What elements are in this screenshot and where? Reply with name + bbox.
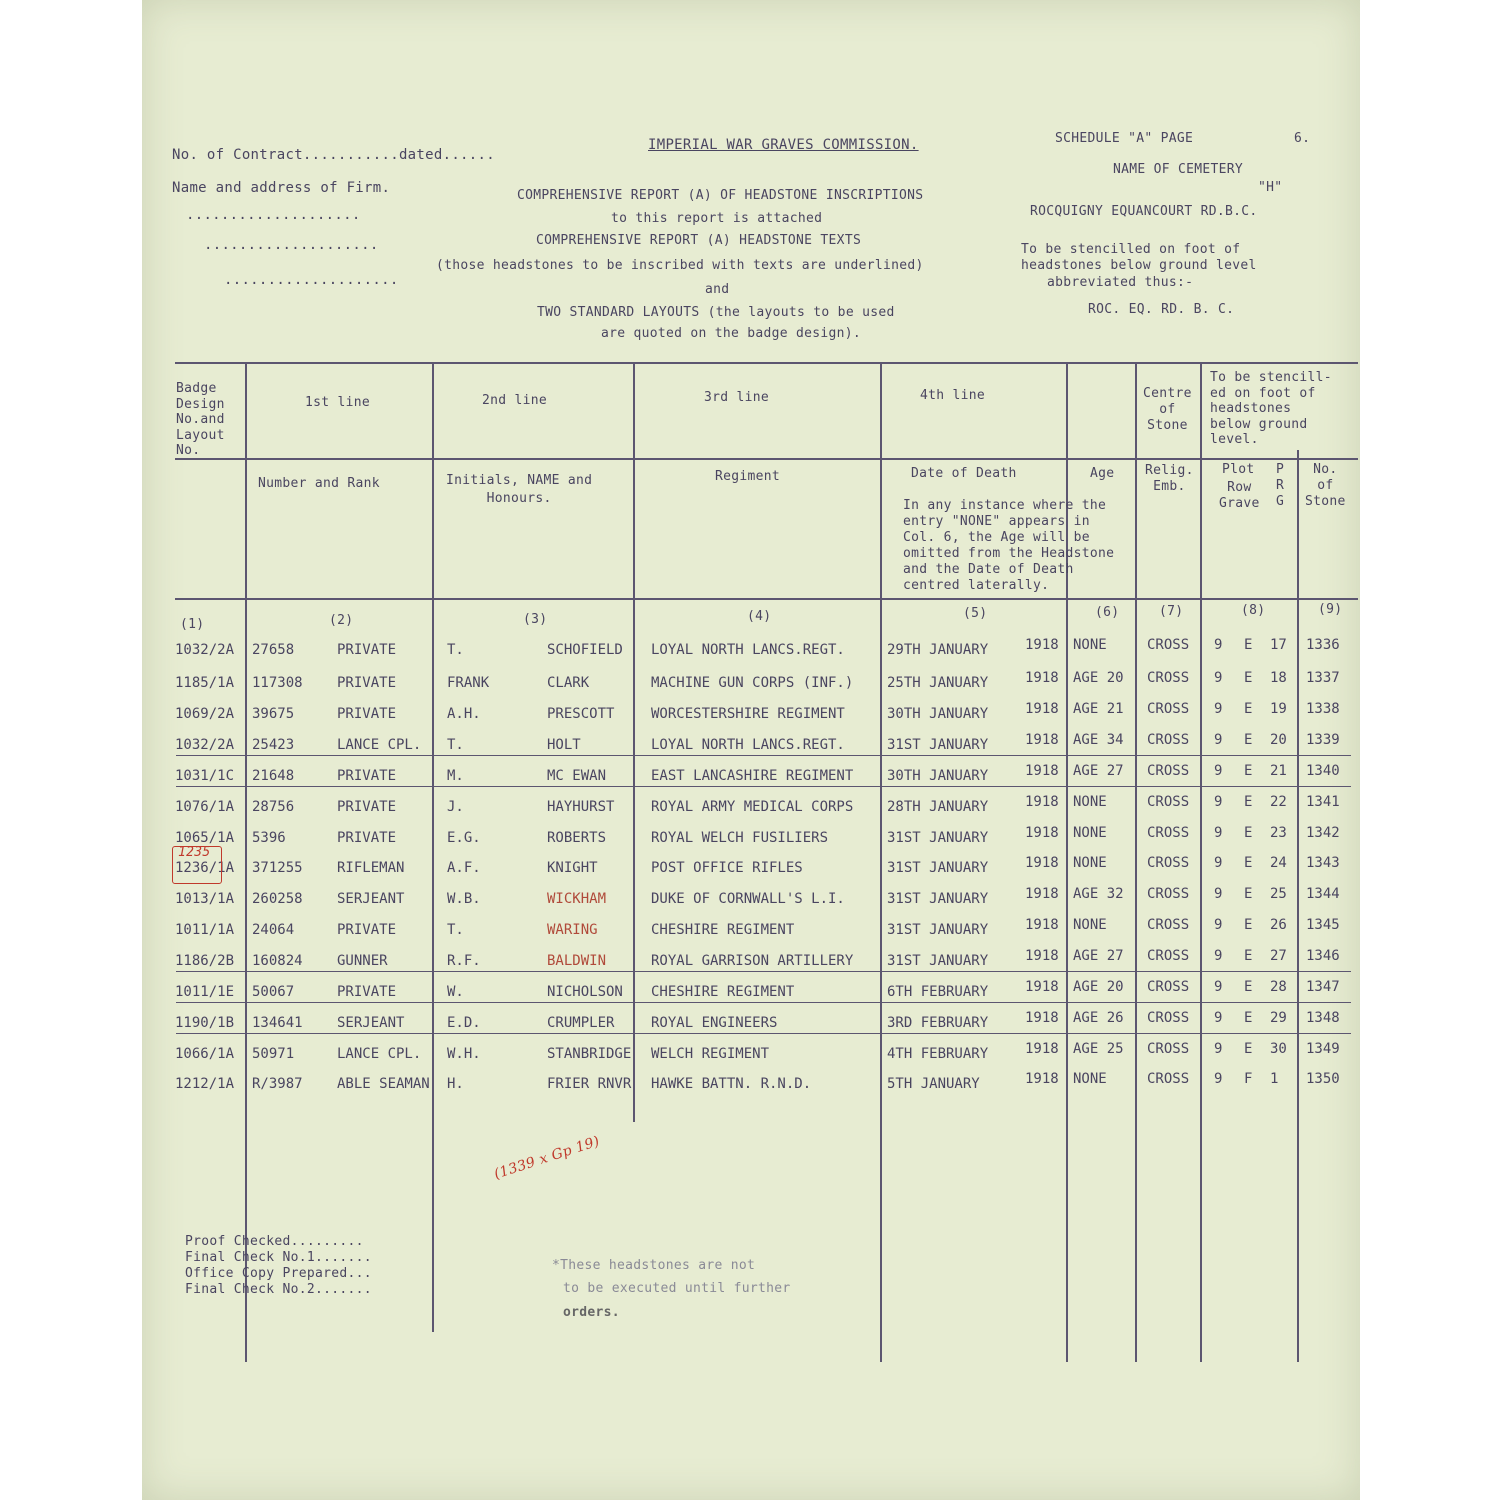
cell-row: E [1244,825,1253,841]
cell-regiment: POST OFFICE RIFLES [651,860,803,876]
cell-initials: E.D. [447,1015,481,1031]
cell-grave: 28 [1270,979,1287,995]
cell-emb: CROSS [1147,825,1190,841]
cell-row: E [1244,670,1253,686]
date-death-header: Date of Death [911,466,1017,481]
cell-plot: 9 [1214,825,1223,841]
cell-age: AGE 26 [1073,1010,1124,1026]
cell-grave: 17 [1270,637,1287,653]
cell-rank: RIFLEMAN [337,860,405,876]
cell-stone: 1337 [1306,670,1340,686]
cell-number: 371255 [252,860,303,876]
cell-plot: 9 [1214,763,1223,779]
report-line-6: TWO STANDARD LAYOUTS (the layouts to be used [537,305,895,320]
initials-header: Initials, NAME and Honours. [446,473,593,506]
cell-date: 30TH JANUARY [887,768,989,784]
cell-initials: R.F. [447,953,481,969]
cell-name: NICHOLSON [547,984,623,1000]
report-line-2: to this report is attached [611,211,823,226]
proof-checked: Proof Checked......... [185,1234,364,1249]
cell-year: 1918 [1025,732,1059,748]
cell-number: 260258 [252,891,303,907]
cell-emb: CROSS [1147,979,1190,995]
cell-stone: 1350 [1306,1071,1340,1087]
cell-year: 1918 [1025,794,1059,810]
cell-rank: SERJEANT [337,891,405,907]
cell-rank: PRIVATE [337,706,397,722]
footnote-1: *These headstones are not [552,1258,756,1273]
cell-regiment: WORCESTERSHIRE REGIMENT [651,706,845,722]
cell-badge: 1032/2A [175,737,235,753]
stencil-note-2: headstones below ground level [1021,258,1257,273]
col-divider-2 [432,362,434,1332]
cell-initials: H. [447,1076,464,1092]
cell-rank: PRIVATE [337,675,397,691]
cell-name: WICKHAM [547,891,607,907]
cell-age: NONE [1073,794,1107,810]
cell-year: 1918 [1025,1041,1059,1057]
cell-number: R/3987 [252,1076,303,1092]
cell-regiment: DUKE OF CORNWALL'S L.I. [651,891,845,907]
cell-rank: LANCE CPL. [337,737,422,753]
cell-row: E [1244,637,1253,653]
cell-name: CLARK [547,675,590,691]
cell-regiment: MACHINE GUN CORPS (INF.) [651,675,854,691]
cell-grave: 20 [1270,732,1287,748]
final-check-1: Final Check No.1....... [185,1250,372,1265]
cell-grave: 19 [1270,701,1287,717]
cell-emb: CROSS [1147,855,1190,871]
cell-regiment: LOYAL NORTH LANCS.REGT. [651,642,845,658]
firm-dots-1: .................... [186,207,361,223]
abbreviation: ROC. EQ. RD. B. C. [1088,302,1235,317]
cemetery-name: ROCQUIGNY EQUANCOURT RD.B.C. [1030,204,1258,219]
cell-plot: 9 [1214,917,1223,933]
stencil-note-3: abbreviated thus:- [1047,275,1194,290]
cell-date: 28TH JANUARY [887,799,989,815]
cell-badge: 1066/1A [175,1046,235,1062]
header-mid-rule [175,458,1358,460]
cell-stone: 1344 [1306,886,1340,902]
age-header: Age [1090,466,1115,481]
cell-stone: 1346 [1306,948,1340,964]
cell-age: NONE [1073,917,1107,933]
cell-row: F [1244,1071,1253,1087]
cell-age: NONE [1073,855,1107,871]
firm-dots-3: .................... [224,272,399,288]
cell-row: E [1244,917,1253,933]
cell-badge: 1186/2B [175,953,235,969]
centre-header: Centre of Stone [1143,386,1192,433]
cell-regiment: LOYAL NORTH LANCS.REGT. [651,737,845,753]
cell-year: 1918 [1025,701,1059,717]
cell-plot: 9 [1214,979,1223,995]
cell-regiment: ROYAL WELCH FUSILIERS [651,830,829,846]
cell-stone: 1338 [1306,701,1340,717]
cell-emb: CROSS [1147,763,1190,779]
cell-plot: 9 [1214,637,1223,653]
cell-number: 39675 [252,706,295,722]
cell-year: 1918 [1025,1010,1059,1026]
cell-number: 27658 [252,642,295,658]
margin-note: (1339 x Gp 19) [492,1133,602,1183]
colnum-1: (1) [180,617,205,632]
cell-year: 1918 [1025,917,1059,933]
cell-age: AGE 32 [1073,886,1124,902]
cell-year: 1918 [1025,886,1059,902]
cell-badge: 1076/1A [175,799,235,815]
col-divider-8 [1297,450,1299,1362]
cell-badge: 1011/1A [175,922,235,938]
report-line-4: (those headstones to be inscribed with texts are underlined) [436,258,924,273]
regiment-header: Regiment [715,469,781,484]
cell-age: AGE 20 [1073,979,1124,995]
cell-row: E [1244,1041,1253,1057]
cell-date: 31ST JANUARY [887,737,989,753]
col-divider-4 [880,362,882,1362]
cell-badge: 1013/1A [175,891,235,907]
cell-name: MC EWAN [547,768,607,784]
cell-grave: 26 [1270,917,1287,933]
cell-year: 1918 [1025,670,1059,686]
relig-header: Relig. Emb. [1145,463,1194,494]
stencil-header: To be stencill- ed on foot of headstones below ground level. [1210,370,1332,447]
cell-rank: GUNNER [337,953,388,969]
cell-emb: CROSS [1147,701,1190,717]
cell-grave: 1 [1270,1071,1279,1087]
row-underline [176,786,1351,787]
row-underline [176,755,1351,756]
office-copy: Office Copy Prepared... [185,1266,372,1281]
firm-label: Name and address of Firm. [172,180,391,196]
colnum-3: (3) [523,612,548,627]
document-title: IMPERIAL WAR GRAVES COMMISSION. [648,137,919,153]
cell-initials: A.H. [447,706,481,722]
cell-row: E [1244,701,1253,717]
colnum-7: (7) [1159,604,1184,619]
colnum-6: (6) [1095,605,1120,620]
cell-emb: CROSS [1147,1041,1190,1057]
cell-name: ROBERTS [547,830,607,846]
cell-age: AGE 27 [1073,763,1124,779]
cell-row: E [1244,794,1253,810]
cell-regiment: HAWKE BATTN. R.N.D. [651,1076,812,1092]
cell-row: E [1244,1010,1253,1026]
report-line-3: COMPREHENSIVE REPORT (A) HEADSTONE TEXTS [536,233,862,248]
cell-year: 1918 [1025,825,1059,841]
schedule-label: SCHEDULE "A" PAGE [1055,131,1194,146]
stencil-note-1: To be stencilled on foot of [1021,242,1241,257]
cemetery-label: NAME OF CEMETERY [1113,162,1244,177]
cell-number: 50067 [252,984,295,1000]
report-line-5: and [705,282,730,297]
cell-name: CRUMPLER [547,1015,615,1031]
cell-regiment: ROYAL ENGINEERS [651,1015,778,1031]
col-divider-1 [245,362,247,1362]
cell-plot: 9 [1214,948,1223,964]
cell-rank: PRIVATE [337,984,397,1000]
cell-age: AGE 25 [1073,1041,1124,1057]
cell-name: BALDWIN [547,953,607,969]
cell-grave: 18 [1270,670,1287,686]
cell-rank: PRIVATE [337,922,397,938]
cell-row: E [1244,763,1253,779]
cell-stone: 1347 [1306,979,1340,995]
cell-emb: CROSS [1147,637,1190,653]
cell-age: NONE [1073,637,1107,653]
cell-row: E [1244,886,1253,902]
cell-plot: 9 [1214,670,1223,686]
cell-number: 117308 [252,675,303,691]
cell-badge: 1032/2A [175,642,235,658]
cell-emb: CROSS [1147,732,1190,748]
cell-age: AGE 21 [1073,701,1124,717]
cell-year: 1918 [1025,948,1059,964]
row-underline [176,1002,1351,1003]
cell-stone: 1341 [1306,794,1340,810]
cell-age: AGE 34 [1073,732,1124,748]
cell-regiment: ROYAL ARMY MEDICAL CORPS [651,799,854,815]
firm-dots-2: .................... [204,237,379,253]
cell-regiment: ROYAL GARRISON ARTILLERY [651,953,854,969]
col-divider-7 [1200,362,1202,1362]
cell-date: 25TH JANUARY [887,675,989,691]
cell-emb: CROSS [1147,917,1190,933]
contract-number: No. of Contract...........dated...... [172,147,495,163]
cell-badge: 1069/2A [175,706,235,722]
cell-emb: CROSS [1147,1010,1190,1026]
cell-plot: 9 [1214,701,1223,717]
cell-emb: CROSS [1147,1071,1190,1087]
cell-plot: 9 [1214,1041,1223,1057]
cell-age: AGE 27 [1073,948,1124,964]
cell-rank: PRIVATE [337,642,397,658]
cell-name: FRIER RNVR [547,1076,632,1092]
cell-grave: 21 [1270,763,1287,779]
cell-initials: FRANK [447,675,490,691]
row-underline [176,971,1351,972]
header-bottom-rule [175,598,1358,600]
number-rank-header: Number and Rank [258,476,380,491]
cell-initials: W.B. [447,891,481,907]
report-line-1: COMPREHENSIVE REPORT (A) OF HEADSTONE INSCRIPTIONS [517,188,924,203]
cell-year: 1918 [1025,637,1059,653]
cell-date: 31ST JANUARY [887,953,989,969]
cell-regiment: WELCH REGIMENT [651,1046,770,1062]
cell-plot: 9 [1214,732,1223,748]
cell-grave: 24 [1270,855,1287,871]
cell-date: 31ST JANUARY [887,891,989,907]
cell-date: 4TH FEBRUARY [887,1046,989,1062]
cell-rank: PRIVATE [337,768,397,784]
cell-year: 1918 [1025,979,1059,995]
report-line-7: are quoted on the badge design). [601,326,862,341]
cell-name: SCHOFIELD [547,642,623,658]
colnum-2: (2) [329,613,354,628]
cell-stone: 1336 [1306,637,1340,653]
cell-name: KNIGHT [547,860,598,876]
cell-stone: 1349 [1306,1041,1340,1057]
cell-badge: 1011/1E [175,984,235,1000]
cell-number: 28756 [252,799,295,815]
colnum-5: (5) [963,606,988,621]
prg-header: P R G [1276,462,1285,509]
cell-stone: 1339 [1306,732,1340,748]
cell-plot: 9 [1214,886,1223,902]
cell-emb: CROSS [1147,886,1190,902]
cell-row: E [1244,732,1253,748]
cell-number: 24064 [252,922,295,938]
cell-date: 31ST JANUARY [887,830,989,846]
colnum-4: (4) [747,609,772,624]
cell-date: 30TH JANUARY [887,706,989,722]
no-stone-header: No. of Stone [1305,462,1346,509]
cell-row: E [1244,855,1253,871]
cell-number: 5396 [252,830,286,846]
line3-header: 3rd line [704,390,770,405]
col-divider-6 [1135,362,1137,1362]
footnote-3: orders. [563,1305,620,1320]
cell-number: 50971 [252,1046,295,1062]
page-number: 6. [1294,131,1311,146]
cell-initials: W. [447,984,464,1000]
cell-badge: 1031/1C [175,768,235,784]
badge-header: Badge Design No.and Layout No. [176,381,225,458]
cell-date: 29TH JANUARY [887,642,989,658]
none-instance-note: In any instance where the entry "NONE" appears in Col. 6, the Age will be omitted from the Headstone and the Date of Death centred laterally. [903,498,1115,593]
cell-stone: 1348 [1306,1010,1340,1026]
table-top-rule [175,362,1358,364]
cell-date: 6TH FEBRUARY [887,984,989,1000]
cell-rank: PRIVATE [337,830,397,846]
cell-stone: 1340 [1306,763,1340,779]
footnote-2: to be executed until further [563,1281,791,1296]
cell-plot: 9 [1214,855,1223,871]
cell-badge: 1065/1A [175,830,235,846]
row-grave-header: Row Grave [1219,480,1260,511]
cell-date: 31ST JANUARY [887,860,989,876]
cell-grave: 30 [1270,1041,1287,1057]
cell-rank: ABLE SEAMAN [337,1076,430,1092]
cell-number: 25423 [252,737,295,753]
cell-grave: 22 [1270,794,1287,810]
cell-year: 1918 [1025,763,1059,779]
cell-grave: 29 [1270,1010,1287,1026]
plot-header: Plot [1222,462,1255,477]
cell-badge: 1190/1B [175,1015,235,1031]
cell-age: AGE 20 [1073,670,1124,686]
cell-initials: W.H. [447,1046,481,1062]
corrected-badge: 1235 [178,845,211,860]
final-check-2: Final Check No.2....... [185,1282,372,1297]
cell-grave: 27 [1270,948,1287,964]
cell-initials: J. [447,799,464,815]
cell-age: NONE [1073,825,1107,841]
cell-initials: E.G. [447,830,481,846]
cell-year: 1918 [1025,1071,1059,1087]
cell-regiment: EAST LANCASHIRE REGIMENT [651,768,854,784]
cell-number: 160824 [252,953,303,969]
cemetery-code: "H" [1258,180,1283,195]
line4-header: 4th line [920,388,986,403]
cell-row: E [1244,948,1253,964]
cell-emb: CROSS [1147,670,1190,686]
cell-date: 5TH JANUARY [887,1076,980,1092]
cell-plot: 9 [1214,1071,1223,1087]
cell-initials: A.F. [447,860,481,876]
cell-plot: 9 [1214,1010,1223,1026]
cell-year: 1918 [1025,855,1059,871]
cell-initials: M. [447,768,464,784]
cell-emb: CROSS [1147,794,1190,810]
cell-name: HOLT [547,737,581,753]
col-divider-3 [633,362,635,1122]
row-underline [176,1033,1351,1034]
cell-plot: 9 [1214,794,1223,810]
cell-row: E [1244,979,1253,995]
cell-badge: 1212/1A [175,1076,235,1092]
cell-grave: 23 [1270,825,1287,841]
cell-badge: 1185/1A [175,675,235,691]
cell-number: 134641 [252,1015,303,1031]
cell-number: 21648 [252,768,295,784]
cell-age: NONE [1073,1071,1107,1087]
cell-badge: 1236/1A [175,860,235,876]
cell-stone: 1343 [1306,855,1340,871]
cell-grave: 25 [1270,886,1287,902]
cell-regiment: CHESHIRE REGIMENT [651,922,795,938]
cell-regiment: CHESHIRE REGIMENT [651,984,795,1000]
cell-name: PRESCOTT [547,706,615,722]
cell-date: 3RD FEBRUARY [887,1015,989,1031]
cell-name: STANBRIDGE [547,1046,632,1062]
cell-rank: LANCE CPL. [337,1046,422,1062]
cell-initials: T. [447,737,464,753]
colnum-9: (9) [1318,602,1343,617]
cell-initials: T. [447,922,464,938]
cell-initials: T. [447,642,464,658]
cell-name: HAYHURST [547,799,615,815]
line2-header: 2nd line [482,393,548,408]
cell-stone: 1342 [1306,825,1340,841]
colnum-8: (8) [1241,603,1266,618]
cell-rank: PRIVATE [337,799,397,815]
cell-date: 31ST JANUARY [887,922,989,938]
cell-rank: SERJEANT [337,1015,405,1031]
cell-emb: CROSS [1147,948,1190,964]
cell-name: WARING [547,922,598,938]
line1-header: 1st line [305,395,371,410]
cell-stone: 1345 [1306,917,1340,933]
